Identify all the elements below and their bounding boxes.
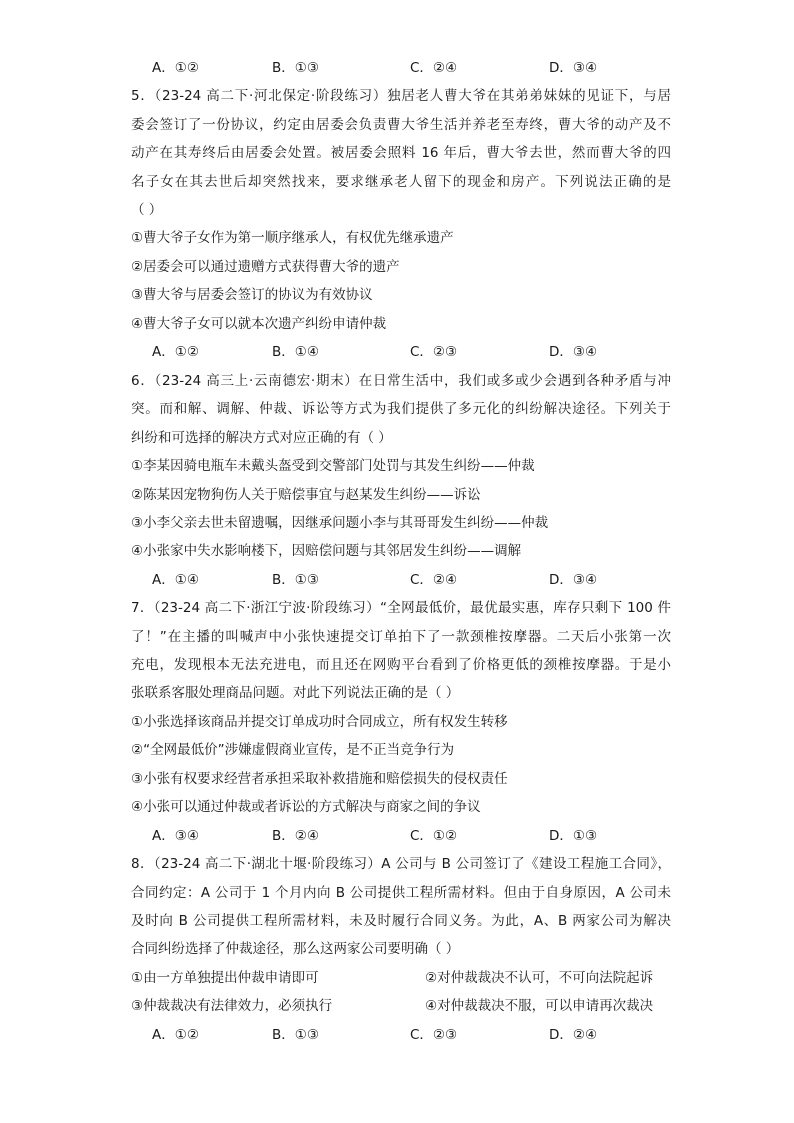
q7-options	[152, 827, 672, 845]
q8-statement-1: ①由一方单独提出仲裁申请即可	[131, 970, 319, 986]
q6-option-d[interactable]: D．③④	[549, 572, 598, 588]
q8-option-c[interactable]: C．②③	[410, 1027, 458, 1043]
q7-statement-1: ①小张选择该商品并提交订单成功时合同成立，所有权发生转移	[131, 714, 508, 730]
q7-option-b[interactable]: B．②④	[272, 828, 319, 844]
q6-stem-line-2: 突。而和解、调解、仲裁、诉讼等方式为我们提供了多元化的纠纷解决途径。下列关于	[131, 401, 671, 417]
q7-statement-4: ④小张可以通过仲裁或者诉讼的方式解决与商家之间的争议	[131, 799, 481, 815]
q7-stem-line-2: 了！”在主播的叫喊声中小张快速提交订单拍下了一款颈椎按摩器。二天后小张第一次	[131, 629, 671, 645]
q6-option-b[interactable]: B．①③	[272, 572, 319, 588]
q7-statement-3: ③小张有权要求经营者承担采取补救措施和赔偿损失的侵权责任	[131, 771, 508, 787]
q6-options	[152, 571, 672, 589]
q5-statement-4: ④曹大爷子女可以就本次遗产纠纷申请仲裁	[131, 316, 387, 332]
q6-statement-2: ②陈某因宠物狗伤人关于赔偿事宜与赵某发生纠纷——诉讼	[131, 487, 481, 503]
q4-option-d[interactable]: D．③④	[549, 60, 598, 76]
q7-option-c[interactable]: C．①②	[410, 828, 458, 844]
q5-stem-line-1: 5．（23-24 高二下·河北保定·阶段练习）独居老人曹大爷在其弟弟妹妹的见证下，与居	[131, 88, 671, 104]
q8-stem-line-4: 合同纠纷选择了仲裁途径，那么这两家公司要明确（ ）	[131, 941, 460, 957]
q7-stem-line-3: 充电，发现根本无法充进电，而且还在网购平台看到了价格更低的颈椎按摩器。于是小	[131, 657, 671, 673]
q5-statement-2: ②居委会可以通过遗赠方式获得曹大爷的遗产	[131, 259, 400, 275]
q6-statement-1: ①李某因骑电瓶车未戴头盔受到交警部门处罚与其发生纠纷——仲裁	[131, 458, 535, 474]
q5-stem-line-2: 委会签订了一份协议，约定由居委会负责曹大爷生活并养老至寿终，曹大爷的动产及不	[131, 117, 671, 133]
q8-options	[152, 1026, 672, 1044]
q5-option-d[interactable]: D．③④	[549, 344, 598, 360]
q8-statement-4: ④对仲裁裁决不服，可以申请再次裁决	[425, 998, 654, 1014]
q4-options	[152, 59, 672, 77]
q6-stem-line-1: 6．（23-24 高三上·云南德宏·期末）在日常生活中，我们或多或少会遇到各种矛盾与冲	[131, 373, 671, 389]
q5-stem-line-4: 名子女在其去世后却突然找来，要求继承老人留下的现金和房产。下列说法正确的是	[131, 174, 671, 190]
q7-statement-2: ②“全网最低价”涉嫌虚假商业宣传，是不正当竞争行为	[131, 742, 455, 758]
q7-stem-line-4: 张联系客服处理商品问题。对此下列说法正确的是（ ）	[131, 685, 460, 701]
q7-stem-line-1: 7．（23-24 高二下·浙江宁波·阶段练习）“全网最低价，最优最实惠，库存只剩下 100 件	[131, 600, 671, 616]
q8-stem-line-3: 及时向 B 公司提供工程所需材料，未及时履行合同义务。为此，A、B 两家公司为解决	[131, 913, 671, 929]
q8-option-b[interactable]: B．①③	[272, 1027, 319, 1043]
q5-option-b[interactable]: B．①④	[272, 344, 319, 360]
q5-option-c[interactable]: C．②③	[410, 344, 458, 360]
q4-option-c[interactable]: C．②④	[410, 60, 458, 76]
q6-option-c[interactable]: C．②④	[410, 572, 458, 588]
q6-stem-line-3: 纠纷和可选择的解决方式对应正确的有（ ）	[131, 430, 392, 446]
q5-statement-1: ①曹大爷子女作为第一顺序继承人，有权优先继承遗产	[131, 230, 454, 246]
q5-statement-3: ③曹大爷与居委会签订的协议为有效协议	[131, 287, 373, 303]
q6-option-a[interactable]: A．①④	[152, 572, 199, 588]
q8-statement-2: ②对仲裁裁决不认可，不可向法院起诉	[425, 970, 654, 986]
q5-option-a[interactable]: A．①②	[152, 344, 199, 360]
q8-stem-line-1: 8．（23-24 高二下·湖北十堰·阶段练习）A 公司与 B 公司签订了《建设工程施工合同》，	[131, 856, 671, 872]
q8-option-a[interactable]: A．①②	[152, 1027, 199, 1043]
q8-statement-3: ③仲裁裁决有法律效力，必须执行	[131, 998, 333, 1014]
q4-option-b[interactable]: B．①③	[272, 60, 319, 76]
q5-stem-line-3: 动产在其寿终后由居委会处置。被居委会照料 16 年后，曹大爷去世，然而曹大爷的四	[131, 145, 671, 161]
q7-option-d[interactable]: D．①③	[549, 828, 598, 844]
q6-statement-4: ④小张家中失水影响楼下，因赔偿问题与其邻居发生纠纷——调解	[131, 543, 522, 559]
q7-option-a[interactable]: A．③④	[152, 828, 199, 844]
q4-option-a[interactable]: A．①②	[152, 60, 199, 76]
q8-option-d[interactable]: D．②④	[549, 1027, 598, 1043]
q5-answer-bracket: （ ）	[131, 202, 163, 218]
q6-statement-3: ③小李父亲去世未留遗嘱，因继承问题小李与其哥哥发生纠纷——仲裁	[131, 515, 549, 531]
q8-stem-line-2: 合同约定：A 公司于 1 个月内向 B 公司提供工程所需材料。但由于自身原因，A 公司未	[131, 885, 671, 901]
q5-options	[152, 343, 672, 361]
